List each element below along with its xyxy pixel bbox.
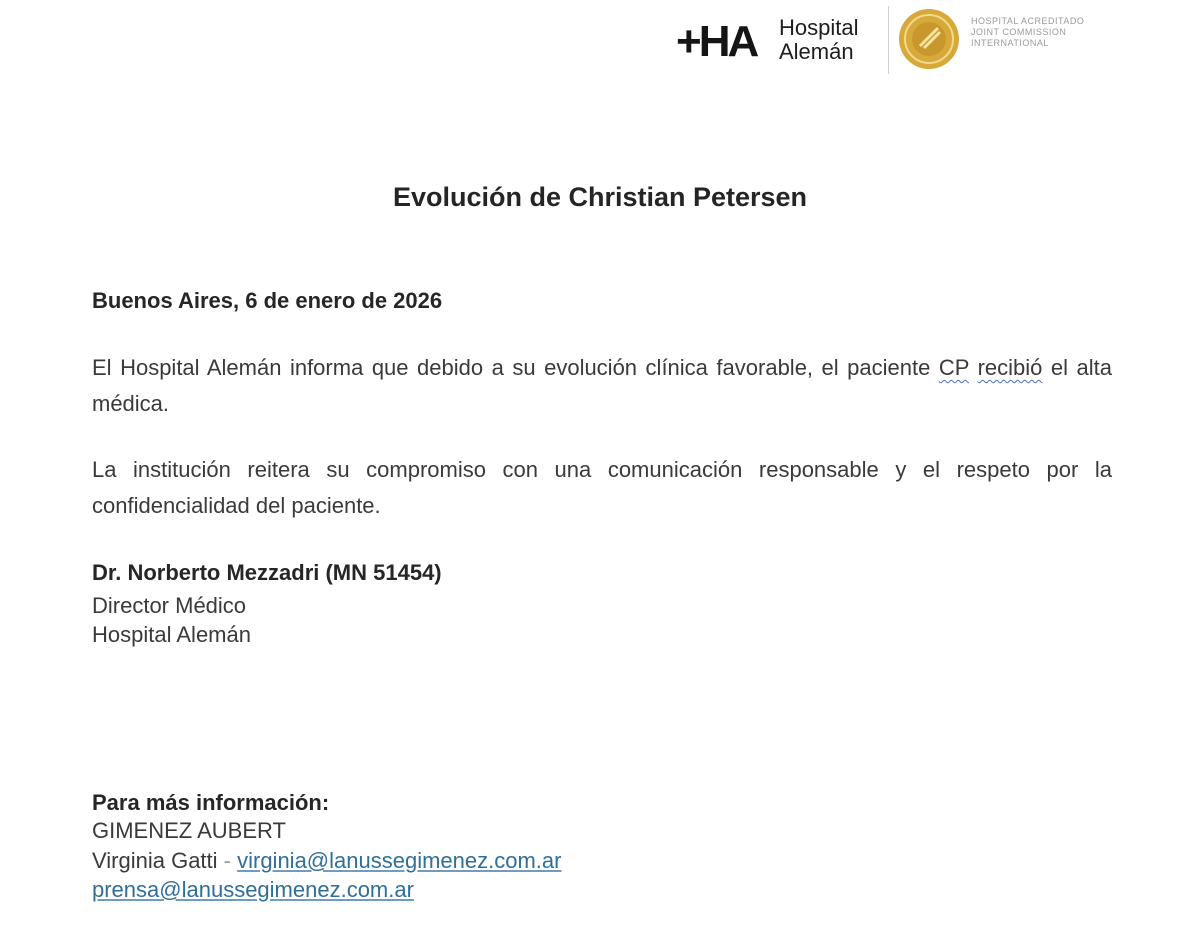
dateline: Buenos Aires, 6 de enero de 2026	[92, 288, 443, 313]
paragraph1-text-before: El Hospital Alemán informa que debido a su evolución clínica favorable, el paciente	[92, 355, 939, 380]
contact-heading: Para más información:	[92, 790, 330, 815]
press-email-link[interactable]: prensa@lanussegimenez.com.ar	[92, 877, 414, 902]
logo-name-line2: Alemán	[779, 39, 854, 64]
signer-institution: Hospital Alemán	[92, 622, 251, 647]
paragraph-commitment: La institución reitera su compromiso con una comunicación responsable y el respeto por la confidencialidad del paciente.	[92, 457, 1112, 518]
spellcheck-flag-recibio: recibió	[977, 355, 1043, 380]
logo-name	[779, 16, 858, 64]
press-email-line	[92, 877, 414, 903]
ha-logo-mark: +HA	[676, 17, 757, 66]
logo-name-line1: Hospital	[779, 15, 859, 40]
accreditation-line2: JOINT COMMISSION	[971, 27, 1067, 37]
paragraph-discharge	[92, 350, 1112, 422]
paragraph1-text-after: el alta médica.	[92, 355, 1112, 416]
accreditation-line3: INTERNATIONAL	[971, 38, 1049, 48]
joint-commission-seal-icon	[898, 8, 960, 70]
document-title: Evolución de Christian Petersen	[392, 182, 808, 212]
spellcheck-flag-cp: CP	[938, 355, 970, 380]
contact-person-line	[92, 848, 561, 874]
signer-role: Director Médico	[92, 593, 247, 618]
hospital-logo	[676, 6, 1106, 74]
signer-name: Dr. Norberto Mezzadri (MN 51454)	[92, 560, 442, 585]
contact-person: Virginia Gatti	[92, 848, 218, 873]
logo-divider	[888, 6, 889, 74]
person-email-link[interactable]: virginia@lanussegimenez.com.ar	[237, 848, 562, 873]
accreditation-line1: HOSPITAL ACREDITADO	[971, 16, 1085, 26]
contact-agency: GIMENEZ AUBERT	[92, 818, 286, 843]
contact-separator: -	[217, 848, 238, 873]
paragraph1-space	[969, 355, 978, 380]
accreditation-text	[971, 16, 1084, 49]
